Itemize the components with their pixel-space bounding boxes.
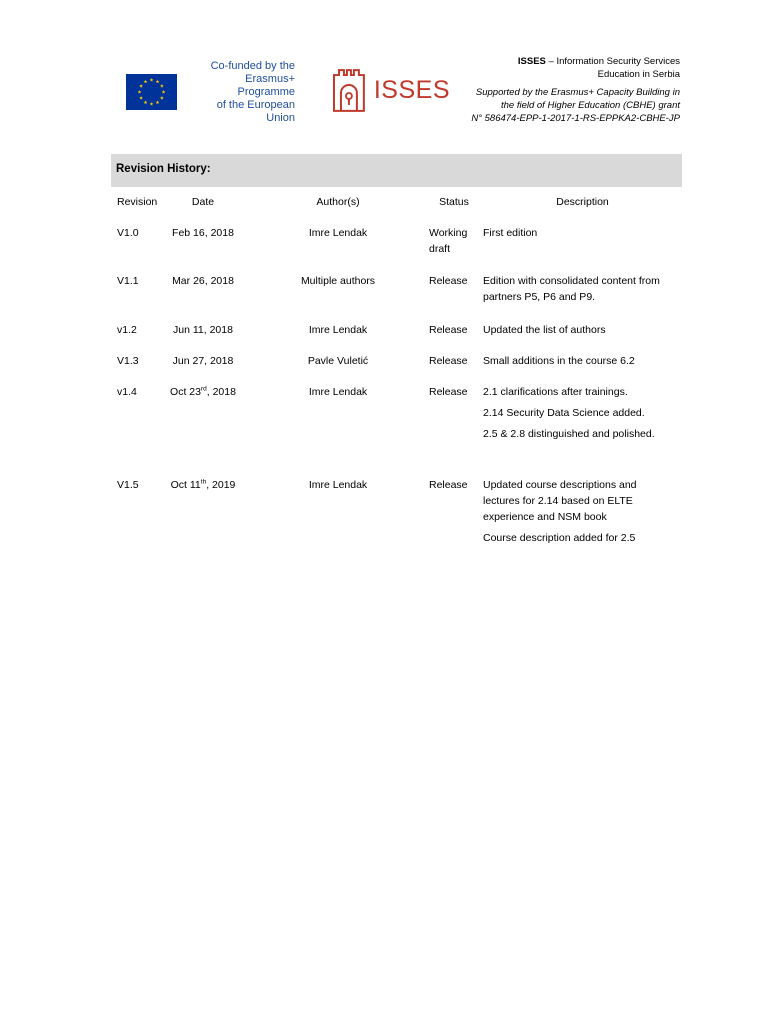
revision-cell: v1.4 bbox=[117, 386, 137, 398]
eu-star-icon bbox=[160, 84, 164, 88]
author-cell: Imre Lendak bbox=[308, 479, 368, 491]
description-line: Edition with consolidated content from bbox=[483, 275, 660, 287]
date-cell bbox=[163, 477, 243, 493]
eu-flag-icon bbox=[126, 74, 177, 110]
description-line: Course description added for 2.5 bbox=[483, 532, 636, 544]
date-ordinal: rd bbox=[200, 385, 207, 393]
description-line: lectures for 2.14 based on ELTE bbox=[483, 495, 633, 507]
project-subtitle-line2: Education in Serbia bbox=[597, 69, 680, 80]
description-line: 2.5 & 2.8 distinguished and polished. bbox=[483, 428, 655, 440]
revision-cell: v1.2 bbox=[117, 324, 137, 336]
project-title-line bbox=[450, 55, 680, 68]
eu-logo-line: Erasmus+ Programme bbox=[237, 72, 295, 98]
eu-star-icon bbox=[162, 90, 166, 94]
column-header-authors: Author(s) bbox=[316, 196, 360, 208]
section-title: Revision History: bbox=[116, 163, 211, 175]
date-cell: Mar 26, 2018 bbox=[172, 275, 234, 287]
description-cell bbox=[483, 477, 682, 546]
column-header-revision: Revision bbox=[117, 196, 158, 208]
eu-star-icon bbox=[139, 84, 143, 88]
description-cell bbox=[483, 353, 682, 369]
eu-star-icon bbox=[150, 78, 154, 82]
grant-number: N° 586474-EPP-1-2017-1-RS-EPPKA2-CBHE-JP bbox=[471, 113, 680, 124]
project-name: ISSES bbox=[517, 56, 546, 67]
revision-cell: V1.5 bbox=[117, 479, 139, 491]
description-cell bbox=[483, 225, 682, 241]
column-header-description: Description bbox=[556, 196, 609, 208]
eu-star-icon bbox=[156, 100, 160, 104]
author-cell: Imre Lendak bbox=[308, 386, 368, 398]
description-cell bbox=[483, 322, 682, 338]
description-line: Small additions in the course 6.2 bbox=[483, 355, 635, 367]
status-cell: Release bbox=[429, 479, 468, 491]
revision-cell: V1.0 bbox=[117, 227, 139, 239]
status-line: draft bbox=[429, 243, 451, 255]
project-info bbox=[450, 55, 680, 125]
date-cell: Feb 16, 2018 bbox=[172, 227, 234, 239]
date-main: Oct 23 bbox=[170, 386, 201, 398]
description-line: First edition bbox=[483, 227, 538, 239]
eu-cofunded-logo bbox=[126, 59, 296, 124]
author-cell: Imre Lendak bbox=[308, 227, 368, 239]
date-cell: Jun 11, 2018 bbox=[173, 324, 233, 336]
status-cell bbox=[429, 225, 479, 257]
date-cell bbox=[163, 384, 243, 400]
project-subtitle: – Information Security Services bbox=[545, 56, 680, 67]
revision-cell: V1.1 bbox=[117, 275, 139, 287]
revision-cell: V1.3 bbox=[117, 355, 139, 367]
date-cell: Jun 27, 2018 bbox=[172, 355, 234, 367]
description-line: experience and NSM book bbox=[483, 511, 607, 523]
grant-info bbox=[450, 86, 680, 125]
date-main: Oct 11 bbox=[170, 479, 201, 491]
author-cell: Imre Lendak bbox=[308, 324, 368, 336]
eu-star-icon bbox=[139, 96, 143, 100]
eu-star-icon bbox=[144, 100, 148, 104]
column-header-status: Status bbox=[439, 196, 469, 208]
eu-logo-line: Co-funded by the bbox=[210, 59, 295, 72]
eu-logo-line: of the European Union bbox=[216, 98, 295, 124]
description-line: 2.1 clarifications after trainings. bbox=[483, 386, 628, 398]
description-line: Updated course descriptions and bbox=[483, 479, 637, 491]
status-cell: Release bbox=[429, 386, 468, 398]
description-cell bbox=[483, 273, 682, 305]
eu-star-icon bbox=[144, 80, 148, 84]
isses-tower-icon bbox=[330, 67, 368, 113]
date-ordinal: th bbox=[200, 478, 207, 486]
eu-star-icon bbox=[138, 90, 142, 94]
author-cell: Multiple authors bbox=[300, 275, 376, 287]
grant-line: Supported by the Erasmus+ Capacity Building in bbox=[475, 87, 680, 98]
isses-logo bbox=[330, 66, 450, 114]
description-line: Updated the list of authors bbox=[483, 324, 606, 336]
description-cell bbox=[483, 384, 682, 442]
revision-history-header bbox=[111, 154, 682, 187]
date-year: , 2018 bbox=[206, 386, 236, 398]
eu-star-icon bbox=[150, 102, 154, 106]
grant-line: the field of Higher Education (CBHE) grant bbox=[500, 100, 680, 111]
status-cell: Release bbox=[429, 324, 468, 336]
status-cell: Release bbox=[429, 275, 468, 287]
description-line: 2.14 Security Data Science added. bbox=[483, 407, 645, 419]
eu-star-icon bbox=[156, 80, 160, 84]
column-header-date: Date bbox=[191, 196, 215, 208]
date-year: , 2019 bbox=[206, 479, 236, 491]
status-cell: Release bbox=[429, 355, 468, 367]
eu-logo-text bbox=[185, 60, 295, 125]
author-cell: Pavle Vuletić bbox=[307, 355, 369, 367]
eu-star-icon bbox=[160, 96, 164, 100]
isses-logo-text: ISSES bbox=[373, 75, 450, 104]
description-line: partners P5, P6 and P9. bbox=[483, 291, 596, 303]
status-line: Working bbox=[429, 227, 468, 239]
